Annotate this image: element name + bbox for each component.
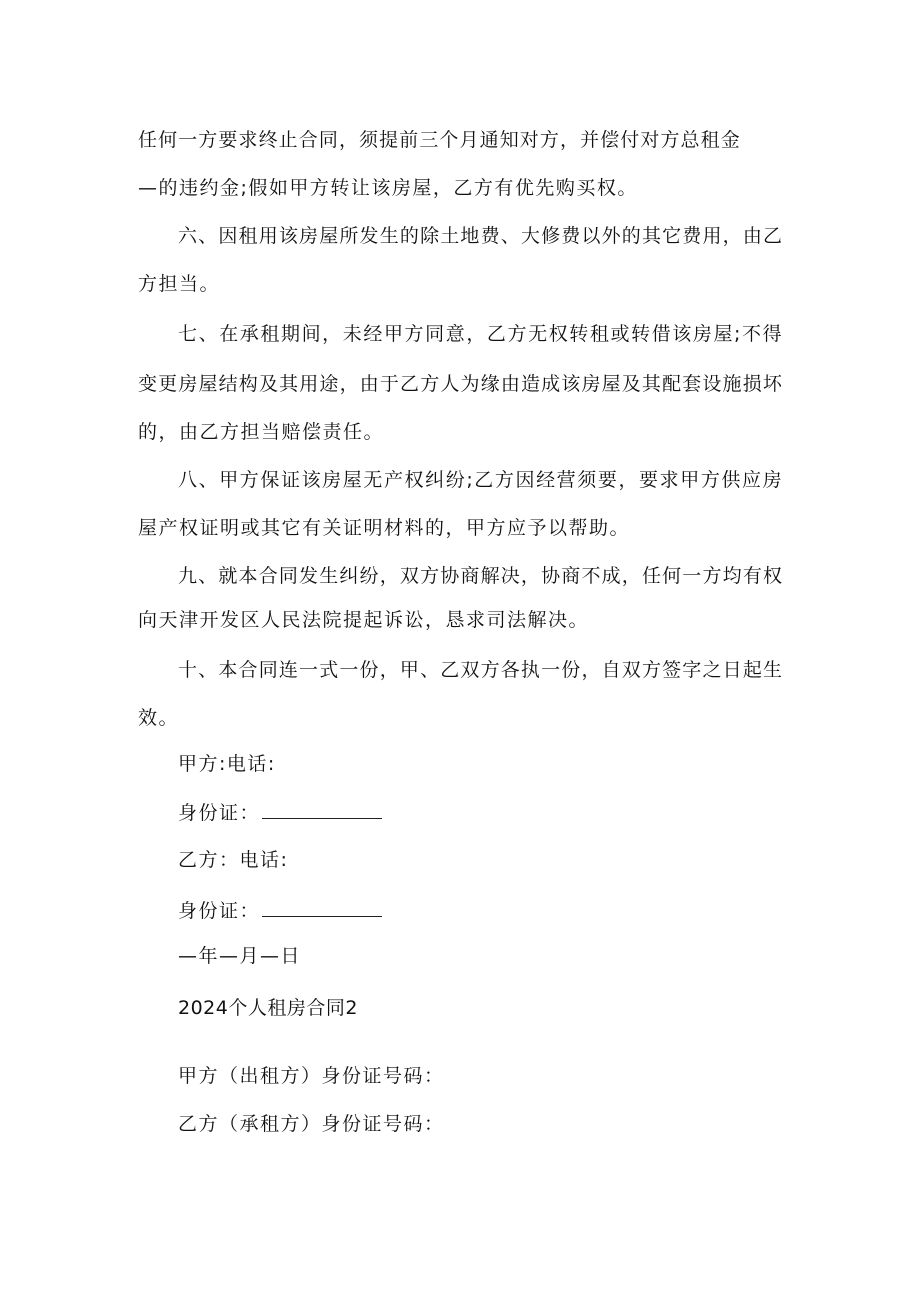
party-a-phone-label: 甲方:电话:: [178, 753, 276, 775]
paragraph-6-line-2: 方担当。: [138, 273, 221, 295]
party-b-id-label: 身份证：: [178, 900, 261, 922]
second-contract-party-b: 乙方（承租方）身份证号码：: [178, 1113, 445, 1135]
second-contract-title: 2024个人租房合同2: [178, 997, 358, 1019]
paragraph-9-line-2: 向天津开发区人民法院提起诉讼，恳求司法解决。: [138, 609, 590, 631]
paragraph-8-line-1: 八 、 甲 方 保 证 该 房 屋 无 产 权 纠 纷 ; 乙 方 因 经 营 须 要 ， 要 求 甲 方 供 应 房: [178, 469, 782, 491]
second-contract-party-a: 甲方（出租方）身份证号码：: [178, 1065, 445, 1087]
party-a-id-blank: [262, 800, 382, 819]
party-b-phone-label: 乙方：电话:: [178, 849, 289, 871]
signature-date: —年—月—日: [178, 945, 302, 967]
paragraph-6-line-1: 六 、 因 租 用 该 房 屋 所 发 生 的 除 土 地 费 、 大 修 费 以 外 的 其 它 费 用 ， 由 乙: [178, 225, 782, 247]
party-b-id-row: [178, 898, 382, 923]
paragraph-5-line-2: —的违约金;假如甲方转让该房屋，乙方有优先购买权。: [138, 177, 638, 199]
paragraph-7-line-3: 的，由乙方担当赔偿责任。: [138, 421, 385, 443]
paragraph-10-line-1: 十 、 本 合 同 连 一 式 一 份 ， 甲 、 乙 双 方 各 执 一 份 ， 自 双 方 签 字 之 日 起 生: [178, 659, 782, 681]
paragraph-9-line-1: 九 、 就 本 合 同 发 生 纠 纷 ， 双 方 协 商 解 决 ， 协 商 不 成 ， 任 何 一 方 均 有 权: [178, 565, 782, 587]
party-a-id-row: [178, 800, 382, 825]
paragraph-7-line-1: 七 、 在 承 租 期 间 ， 未 经 甲 方 同 意 ， 乙 方 无 权 转 租 或 转 借 该 房 屋 ; 不 得: [178, 323, 782, 345]
paragraph-5-line-1: 任 何 一 方 要 求 终 止 合 同 ， 须 提 前 三 个 月 通 知 对 方 ， 并 偿 付 对 方 总 租 金: [138, 129, 740, 151]
paragraph-7-line-2: 变 更 房 屋 结 构 及 其 用 途 ， 由 于 乙 方 人 为 缘 由 造 成 该 房 屋 及 其 配 套 设 施 损 坏: [138, 373, 782, 395]
paragraph-10-line-2: 效。: [138, 707, 180, 729]
paragraph-8-line-2: 屋产权证明或其它有关证明材料的，甲方应予以帮助。: [138, 517, 631, 539]
party-b-id-blank: [262, 898, 382, 917]
party-a-id-label: 身份证：: [178, 802, 261, 824]
